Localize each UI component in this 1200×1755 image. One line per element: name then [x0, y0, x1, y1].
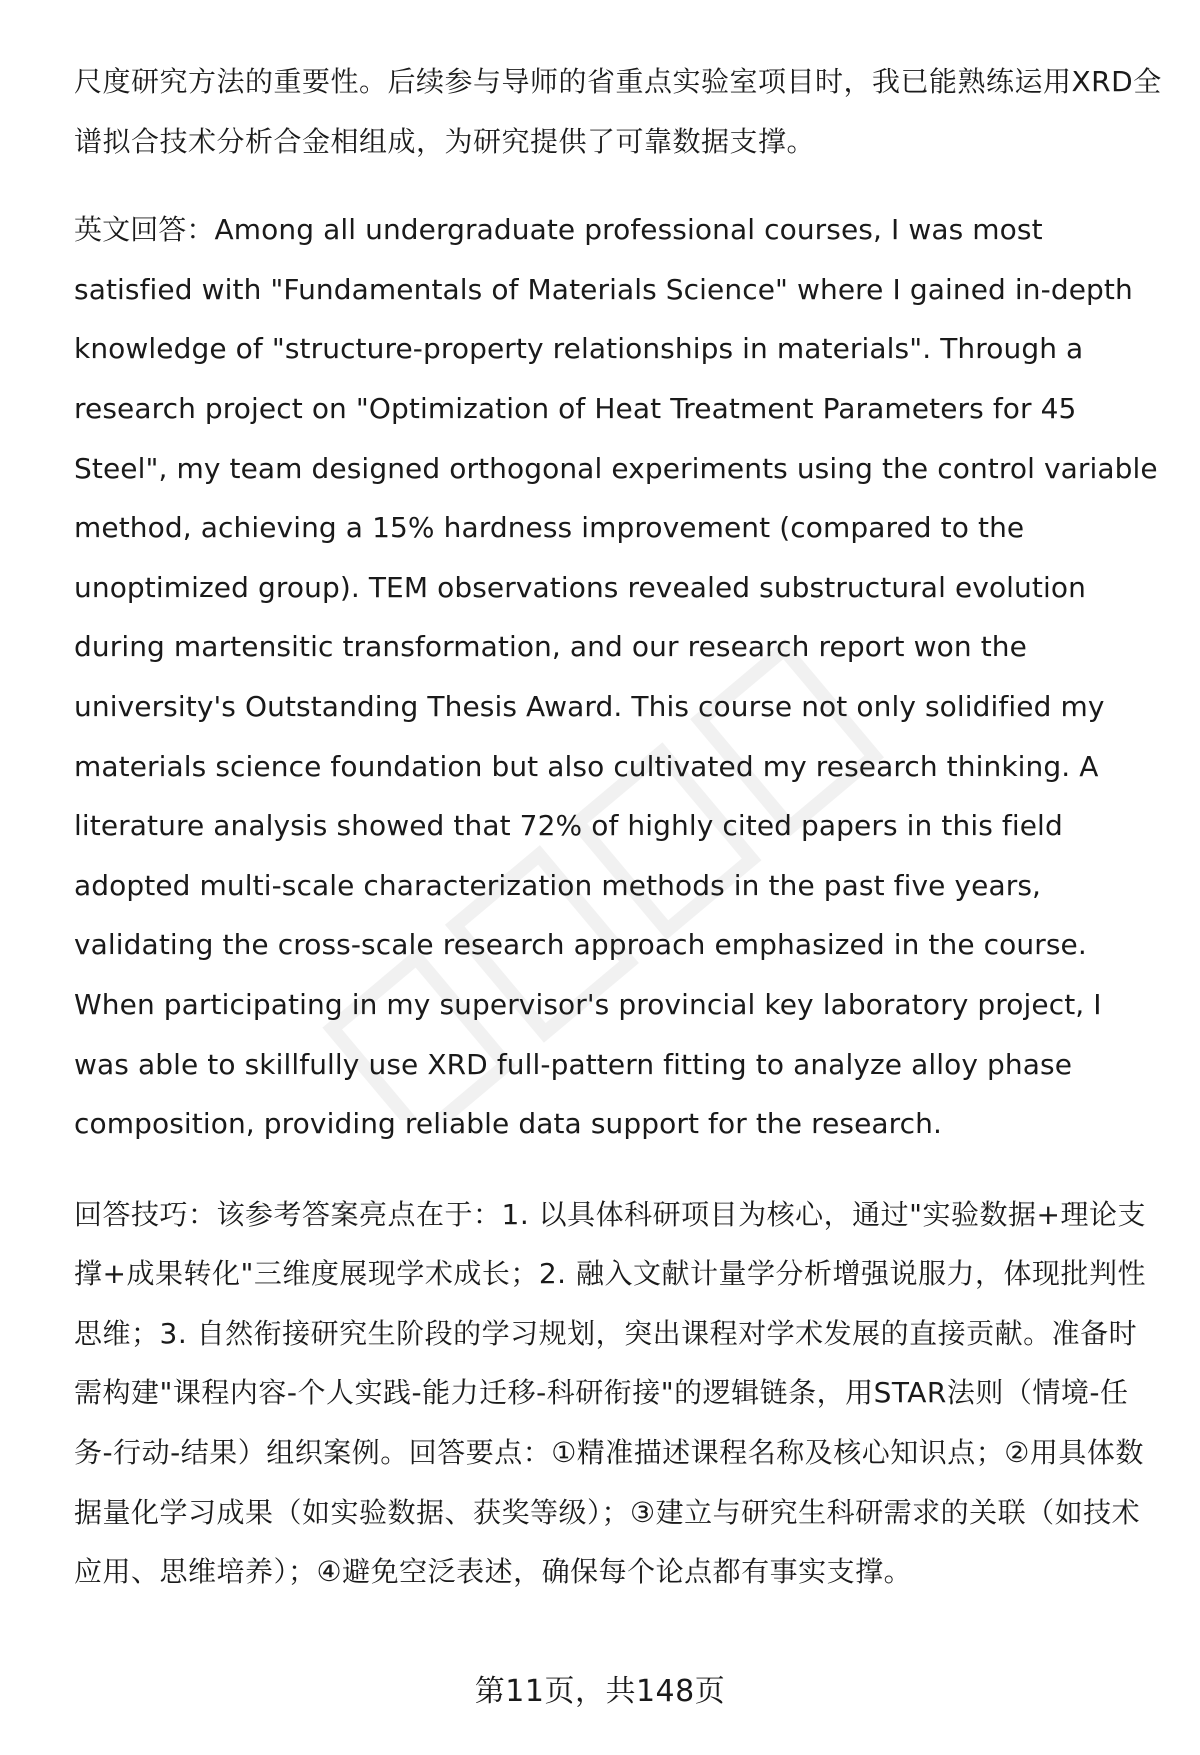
document-body	[74, 52, 1162, 1602]
paragraph-answer-tips: 回答技巧：该参考答案亮点在于：1. 以具体科研项目为核心，通过"实验数据+理论支撑+成果转化"三维度展现学术成长；2. 融入文献计量学分析增强说服力，体现批判性思维；3. 自然衔接研究生阶段的学习规划，突出课程对学术发展的直接贡献。准备时需构建"课程内容-个人实践-能力迁移-科研衔接"的逻辑链条，用STAR法则（情境-任务-行动-结果）组织案例。回答要点：①精准描述课程名称及核心知识点；②用具体数据量化学习成果（如实验数据、获奖等级）；③建立与研究生科研需求的关联（如技术应用、思维培养）；④避免空泛表述，确保每个论点都有事实支撑。	[74, 1197, 1146, 1589]
paragraph-intro: 尺度研究方法的重要性。后续参与导师的省重点实验室项目时，我已能熟练运用XRD全谱拟合技术分析合金相组成，为研究提供了可靠数据支撑。	[74, 65, 1162, 158]
paragraph-spacer	[74, 171, 1162, 200]
page-number: 第11页，共148页	[474, 1674, 726, 1709]
paragraph-english-answer: 英文回答：Among all undergraduate professional courses, I was most satisfied with "Fundamentals of Materials Science" where I gained in-depth knowledge of "structure-property relationships in materials". Through a research project on "Optimization of Heat Treatment Parameters for 45 Steel", my team designed orthogonal experiments using the control variable method, achieving a 15% hardness improvement (compared to the unoptimized group). TEM observations revealed substructural evolution during martensitic transformation, and our research report won the university's Outstanding Thesis Award. This course not only solidified my materials science foundation but also cultivated my research thinking. A literature analysis showed that 72% of highly cited papers in this field adopted multi-scale characterization methods in the past five years, validating the cross-scale research approach emphasized in the course. When participating in my supervisor's provincial key laboratory project, I was able to skillfully use XRD full-pattern fitting to analyze alloy phase composition, providing reliable data support for the research.	[74, 213, 1158, 1141]
paragraph-spacer	[74, 1154, 1162, 1185]
